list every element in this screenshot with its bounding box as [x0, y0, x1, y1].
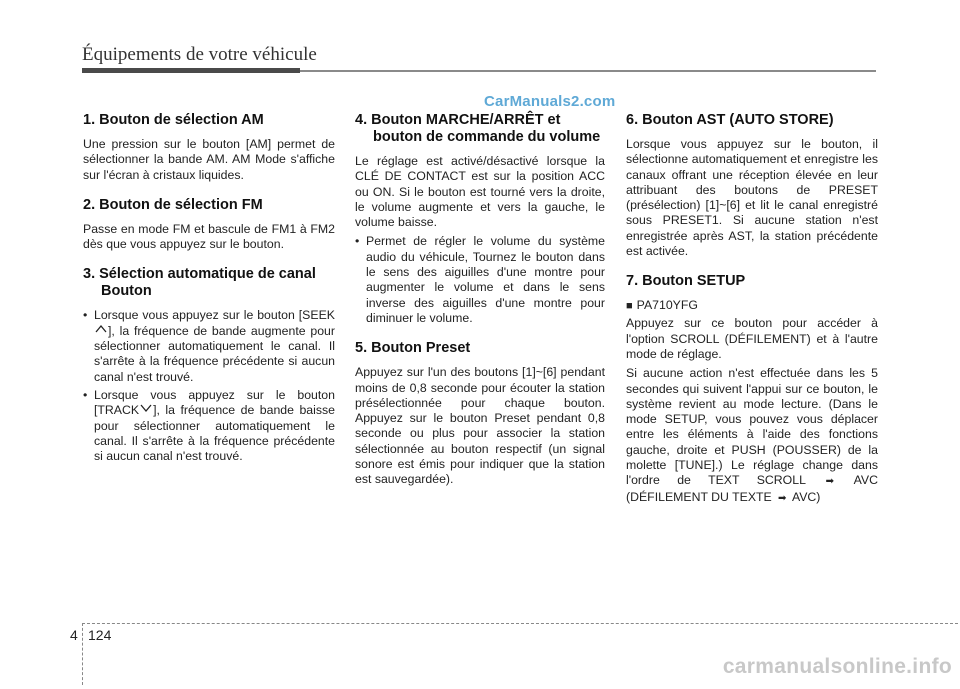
section-heading-ast: 6. Bouton AST (AUTO STORE) [626, 112, 834, 128]
seek-bullet-text-post: ], la fréquence de bande augmente pour sélectionner automatiquement le canal. Il s'arrête à la fréquence précédente si aucun canal n'est trouvé. [94, 323, 335, 384]
arrow-right-icon: ➡ [777, 492, 787, 504]
page-header-title: Équipements de votre véhicule [82, 44, 317, 65]
square-bullet-icon: ■ [626, 300, 633, 313]
footer-divider [82, 623, 958, 624]
seek-bullet-text-pre: Lorsque vous appuyez sur le bouton [SEEK [94, 308, 335, 323]
footer-vertical-divider [82, 623, 83, 685]
section-text-am: Une pression sur le bouton [AM] permet de sélectionner la bande AM. AM Mode s'affiche sur l'écran à cristaux liquides. [83, 137, 335, 182]
section-text-preset: Appuyez sur l'un des boutons [1]~[6] pendant moins de 0,8 seconde pour écouter la station présélectionnée pour chaque bouton. Appuyez sur le bouton Preset pendant 0,8 seconde ou plus pour associer la station sélectionnée au bouton respectif (un signal sonore est émis pour indiquer que la station est sauvegardée). [355, 365, 605, 487]
bullet-icon: • [83, 308, 88, 323]
track-bullet-text-post: ], la fréquence de bande baisse pour sélectionner automatiquement le canal. Il s'arrête à la fréquence précédente si aucun canal n'est trouvé. [94, 403, 335, 464]
watermark-bottom: carmanualsonline.info [722, 655, 952, 678]
section-heading-preset: 5. Bouton Preset [355, 340, 471, 357]
column-right [626, 112, 878, 520]
list-item [355, 234, 605, 326]
header-rule-light [300, 70, 876, 72]
section-text-ast: Lorsque vous appuyez sur le bouton, il sélectionne automatiquement et enregistre les canaux offrant une réception élevée en leur attribuant des boutons de PRESET (présélection) [1]~[6] et lit le canal enregistré sous PRESET1. Si aucune station n'est enregistrée après AST, la station précédente est activée. [626, 137, 878, 259]
section-text-setup-1: Appuyez sur ce bouton pour accéder à l'option SCROLL (DÉFILEMENT) et à l'autre mode de réglage. [626, 316, 878, 361]
section-text-fm: Passe en mode FM et bascule de FM1 à FM2 dès que vous appuyez sur le bouton. [83, 221, 335, 252]
column-middle [355, 112, 605, 502]
watermark-top: CarManuals2.com [484, 93, 616, 110]
reference-code-text: PA710YFG [636, 298, 698, 313]
section-heading-am: 1. Bouton de sélection AM [83, 112, 264, 128]
chapter-number: 4 [70, 627, 78, 643]
arrow-right-icon: ➡ [825, 476, 835, 488]
page-number: 124 [88, 627, 112, 643]
volume-bullet-list [355, 234, 605, 326]
volume-bullet-text: Permet de régler le volume du système audio du véhicule, Tournez le bouton dans le sens des aiguilles d'une montre pour augmenter le volume et dans le sens inverse des aiguilles d'une montre pour diminuer le volume. [366, 234, 605, 325]
track-bullet-text-pre: Lorsque vous appuyez sur le bouton [TRACK [94, 387, 335, 418]
setup-text-mid: AVC (DÉFILEMENT DU TEXTE [626, 473, 878, 504]
list-item [83, 308, 335, 384]
section-text-volume: Le réglage est activé/désactivé lorsque la CLÉ DE CONTACT est sur la position ACC ou ON. Si le bouton est tourné vers la droite, le volume augmente et vers la gauche, le volume baisse. [355, 154, 605, 230]
reference-code [626, 298, 878, 314]
bullet-icon: • [355, 234, 360, 249]
section-heading-volume: 4. Bouton MARCHE/ARRÊT et bouton de commande du volume [355, 112, 601, 145]
header-rule-dark [82, 68, 300, 73]
seek-bullet-list [83, 308, 335, 464]
bullet-icon: • [83, 387, 88, 402]
list-item [83, 388, 335, 464]
chevron-down-icon [139, 403, 153, 413]
column-left [83, 112, 335, 478]
setup-text-pre: Si aucune action n'est effectuée dans les 5 secondes qui suivent l'appui sur ce bouton, le système revient au mode lecture. (Dans le mode SETUP, vous pouvez vous déplacer entre les éléments à l'aide des fonctions gauche, droite et PUSH (POUSSER) de la molette [TUNE].) Le réglage change dans l'ordre de TEXT SCROLL [626, 366, 878, 488]
section-text-setup-2 [626, 366, 878, 506]
section-heading-seek: 3. Sélection automatique de canal Bouton [83, 266, 316, 300]
section-heading-setup: 7. Bouton SETUP [626, 273, 746, 290]
setup-text-post: AVC) [791, 489, 821, 504]
chevron-up-icon [94, 324, 108, 334]
section-heading-fm: 2. Bouton de sélection FM [83, 196, 263, 213]
